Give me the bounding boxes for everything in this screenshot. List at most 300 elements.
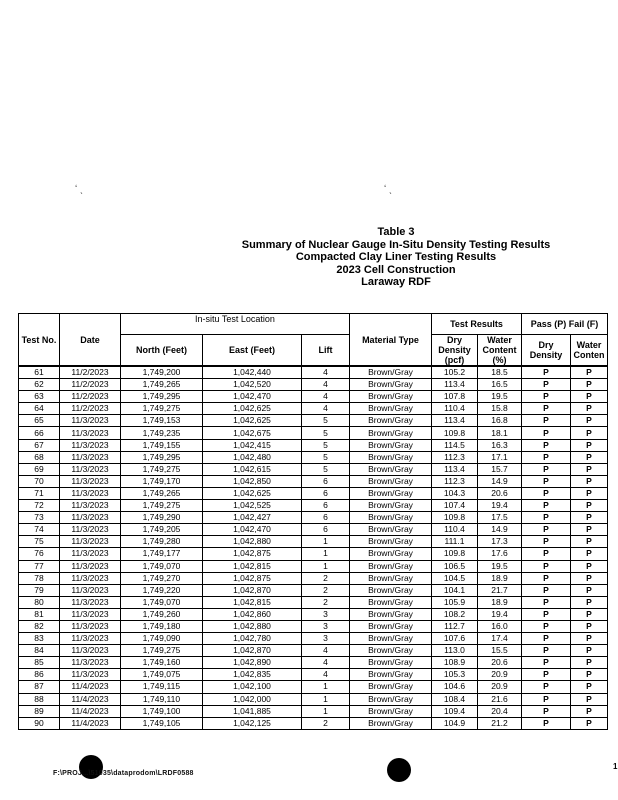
cell-east: 1,042,870 bbox=[203, 645, 302, 657]
cell-east: 1,042,415 bbox=[203, 439, 302, 451]
table-row bbox=[19, 620, 608, 632]
cell-pf-water: P bbox=[571, 584, 608, 596]
cell-east: 1,042,480 bbox=[203, 451, 302, 463]
table-row bbox=[19, 705, 608, 717]
table-row bbox=[19, 415, 608, 427]
cell-north: 1,749,070 bbox=[121, 560, 203, 572]
cell-dry-density: 109.8 bbox=[432, 548, 478, 560]
cell-dry-density: 104.5 bbox=[432, 572, 478, 584]
cell-date: 11/2/2023 bbox=[60, 403, 121, 415]
cell-test-no: 75 bbox=[19, 536, 60, 548]
cell-north: 1,749,105 bbox=[121, 717, 203, 729]
cell-north: 1,749,295 bbox=[121, 451, 203, 463]
cell-dry-density: 106.5 bbox=[432, 560, 478, 572]
cell-pf-water: P bbox=[571, 415, 608, 427]
cell-lift: 1 bbox=[302, 681, 350, 693]
header-east: East (Feet) bbox=[203, 335, 302, 367]
cell-lift: 4 bbox=[302, 366, 350, 379]
cell-north: 1,749,075 bbox=[121, 669, 203, 681]
cell-lift: 1 bbox=[302, 548, 350, 560]
cell-pf-water: P bbox=[571, 572, 608, 584]
table-row bbox=[19, 439, 608, 451]
cell-test-no: 78 bbox=[19, 572, 60, 584]
cell-dry-density: 109.4 bbox=[432, 705, 478, 717]
scan-speck: ʻ ˎ bbox=[384, 184, 393, 195]
cell-dry-density: 112.7 bbox=[432, 620, 478, 632]
cell-test-no: 86 bbox=[19, 669, 60, 681]
cell-pf-dry: P bbox=[522, 463, 571, 475]
cell-material: Brown/Gray bbox=[350, 657, 432, 669]
cell-pf-dry: P bbox=[522, 584, 571, 596]
cell-water-content: 18.5 bbox=[478, 366, 522, 379]
cell-pf-dry: P bbox=[522, 451, 571, 463]
table-row bbox=[19, 536, 608, 548]
cell-east: 1,042,525 bbox=[203, 500, 302, 512]
cell-lift: 1 bbox=[302, 705, 350, 717]
cell-pf-water: P bbox=[571, 427, 608, 439]
cell-pf-water: P bbox=[571, 717, 608, 729]
cell-lift: 5 bbox=[302, 415, 350, 427]
table-row bbox=[19, 366, 608, 379]
table-row bbox=[19, 524, 608, 536]
cell-test-no: 83 bbox=[19, 633, 60, 645]
cell-pf-water: P bbox=[571, 536, 608, 548]
header-passfail-group: Pass (P) Fail (F) bbox=[522, 314, 608, 335]
cell-test-no: 64 bbox=[19, 403, 60, 415]
cell-water-content: 18.9 bbox=[478, 572, 522, 584]
cell-date: 11/3/2023 bbox=[60, 512, 121, 524]
table-row bbox=[19, 427, 608, 439]
cell-water-content: 16.8 bbox=[478, 415, 522, 427]
cell-north: 1,749,275 bbox=[121, 645, 203, 657]
table-subtitle: Compacted Clay Liner Testing Results bbox=[295, 251, 497, 263]
cell-east: 1,042,470 bbox=[203, 391, 302, 403]
cell-east: 1,042,875 bbox=[203, 548, 302, 560]
cell-date: 11/3/2023 bbox=[60, 572, 121, 584]
cell-pf-water: P bbox=[571, 669, 608, 681]
cell-lift: 4 bbox=[302, 645, 350, 657]
table-row bbox=[19, 681, 608, 693]
cell-east: 1,042,675 bbox=[203, 427, 302, 439]
cell-date: 11/3/2023 bbox=[60, 415, 121, 427]
cell-north: 1,749,290 bbox=[121, 512, 203, 524]
cell-east: 1,042,870 bbox=[203, 584, 302, 596]
cell-test-no: 63 bbox=[19, 391, 60, 403]
cell-east: 1,042,835 bbox=[203, 669, 302, 681]
cell-pf-water: P bbox=[571, 620, 608, 632]
cell-test-no: 82 bbox=[19, 620, 60, 632]
cell-date: 11/4/2023 bbox=[60, 693, 121, 705]
cell-material: Brown/Gray bbox=[350, 584, 432, 596]
header-pf-water: Water Conten bbox=[571, 335, 608, 367]
cell-material: Brown/Gray bbox=[350, 415, 432, 427]
header-test-no: Test No. bbox=[19, 314, 60, 367]
table-row bbox=[19, 669, 608, 681]
cell-pf-water: P bbox=[571, 391, 608, 403]
cell-water-content: 15.8 bbox=[478, 403, 522, 415]
cell-water-content: 20.9 bbox=[478, 681, 522, 693]
cell-test-no: 88 bbox=[19, 693, 60, 705]
cell-east: 1,042,000 bbox=[203, 693, 302, 705]
cell-date: 11/3/2023 bbox=[60, 487, 121, 499]
table-row bbox=[19, 463, 608, 475]
cell-north: 1,749,100 bbox=[121, 705, 203, 717]
cell-pf-water: P bbox=[571, 560, 608, 572]
cell-test-no: 90 bbox=[19, 717, 60, 729]
cell-lift: 6 bbox=[302, 512, 350, 524]
cell-pf-dry: P bbox=[522, 633, 571, 645]
cell-material: Brown/Gray bbox=[350, 524, 432, 536]
cell-material: Brown/Gray bbox=[350, 475, 432, 487]
cell-lift: 3 bbox=[302, 608, 350, 620]
cell-pf-water: P bbox=[571, 608, 608, 620]
scan-speck: ʻ ˎ bbox=[75, 184, 84, 195]
cell-pf-water: P bbox=[571, 705, 608, 717]
cell-pf-dry: P bbox=[522, 536, 571, 548]
cell-date: 11/3/2023 bbox=[60, 524, 121, 536]
cell-east: 1,042,615 bbox=[203, 463, 302, 475]
cell-material: Brown/Gray bbox=[350, 487, 432, 499]
cell-date: 11/3/2023 bbox=[60, 427, 121, 439]
cell-lift: 5 bbox=[302, 439, 350, 451]
cell-date: 11/3/2023 bbox=[60, 536, 121, 548]
cell-north: 1,749,275 bbox=[121, 500, 203, 512]
table-row bbox=[19, 717, 608, 729]
cell-lift: 1 bbox=[302, 693, 350, 705]
page-mark: 1 bbox=[613, 762, 618, 771]
cell-pf-dry: P bbox=[522, 475, 571, 487]
cell-dry-density: 104.1 bbox=[432, 584, 478, 596]
cell-pf-dry: P bbox=[522, 379, 571, 391]
cell-east: 1,042,880 bbox=[203, 620, 302, 632]
cell-dry-density: 108.9 bbox=[432, 657, 478, 669]
cell-lift: 1 bbox=[302, 560, 350, 572]
cell-test-no: 72 bbox=[19, 500, 60, 512]
cell-north: 1,749,090 bbox=[121, 633, 203, 645]
table-row bbox=[19, 608, 608, 620]
cell-date: 11/3/2023 bbox=[60, 633, 121, 645]
cell-water-content: 19.4 bbox=[478, 500, 522, 512]
cell-water-content: 20.6 bbox=[478, 487, 522, 499]
cell-east: 1,042,880 bbox=[203, 536, 302, 548]
cell-date: 11/3/2023 bbox=[60, 548, 121, 560]
cell-test-no: 74 bbox=[19, 524, 60, 536]
cell-water-content: 21.6 bbox=[478, 693, 522, 705]
cell-lift: 4 bbox=[302, 657, 350, 669]
cell-date: 11/4/2023 bbox=[60, 705, 121, 717]
cell-date: 11/3/2023 bbox=[60, 463, 121, 475]
cell-water-content: 20.9 bbox=[478, 669, 522, 681]
table-subtitle: 2023 Cell Construction bbox=[336, 263, 456, 276]
cell-water-content: 14.9 bbox=[478, 524, 522, 536]
cell-material: Brown/Gray bbox=[350, 681, 432, 693]
table-row bbox=[19, 500, 608, 512]
cell-date: 11/3/2023 bbox=[60, 596, 121, 608]
cell-pf-dry: P bbox=[522, 427, 571, 439]
cell-pf-dry: P bbox=[522, 415, 571, 427]
cell-pf-water: P bbox=[571, 366, 608, 379]
cell-north: 1,749,280 bbox=[121, 536, 203, 548]
cell-test-no: 77 bbox=[19, 560, 60, 572]
header-material: Material Type bbox=[350, 314, 432, 367]
cell-water-content: 19.5 bbox=[478, 391, 522, 403]
cell-dry-density: 104.9 bbox=[432, 717, 478, 729]
cell-lift: 2 bbox=[302, 584, 350, 596]
cell-dry-density: 112.3 bbox=[432, 451, 478, 463]
cell-north: 1,749,155 bbox=[121, 439, 203, 451]
header-location-group: In-situ Test Location bbox=[121, 314, 350, 335]
cell-north: 1,749,110 bbox=[121, 693, 203, 705]
cell-pf-water: P bbox=[571, 451, 608, 463]
cell-north: 1,749,275 bbox=[121, 463, 203, 475]
table-row bbox=[19, 693, 608, 705]
cell-material: Brown/Gray bbox=[350, 391, 432, 403]
cell-material: Brown/Gray bbox=[350, 620, 432, 632]
cell-dry-density: 105.2 bbox=[432, 366, 478, 379]
cell-material: Brown/Gray bbox=[350, 608, 432, 620]
cell-north: 1,749,160 bbox=[121, 657, 203, 669]
table-row bbox=[19, 487, 608, 499]
cell-east: 1,042,125 bbox=[203, 717, 302, 729]
cell-test-no: 71 bbox=[19, 487, 60, 499]
cell-east: 1,042,625 bbox=[203, 487, 302, 499]
cell-north: 1,749,180 bbox=[121, 620, 203, 632]
table-row bbox=[19, 379, 608, 391]
cell-water-content: 15.5 bbox=[478, 645, 522, 657]
cell-north: 1,749,200 bbox=[121, 366, 203, 379]
cell-lift: 5 bbox=[302, 427, 350, 439]
table-row bbox=[19, 633, 608, 645]
cell-east: 1,042,625 bbox=[203, 403, 302, 415]
cell-pf-water: P bbox=[571, 633, 608, 645]
cell-lift: 4 bbox=[302, 379, 350, 391]
cell-pf-water: P bbox=[571, 657, 608, 669]
table-row bbox=[19, 645, 608, 657]
cell-dry-density: 104.6 bbox=[432, 681, 478, 693]
cell-date: 11/3/2023 bbox=[60, 500, 121, 512]
table-row bbox=[19, 596, 608, 608]
cell-north: 1,749,170 bbox=[121, 475, 203, 487]
cell-lift: 2 bbox=[302, 572, 350, 584]
cell-pf-water: P bbox=[571, 500, 608, 512]
table-row bbox=[19, 560, 608, 572]
cell-water-content: 16.3 bbox=[478, 439, 522, 451]
cell-date: 11/3/2023 bbox=[60, 451, 121, 463]
cell-dry-density: 113.4 bbox=[432, 463, 478, 475]
cell-water-content: 18.1 bbox=[478, 427, 522, 439]
cell-pf-dry: P bbox=[522, 608, 571, 620]
cell-lift: 6 bbox=[302, 500, 350, 512]
cell-pf-dry: P bbox=[522, 512, 571, 524]
cell-lift: 6 bbox=[302, 475, 350, 487]
cell-water-content: 20.4 bbox=[478, 705, 522, 717]
cell-test-no: 61 bbox=[19, 366, 60, 379]
cell-pf-water: P bbox=[571, 379, 608, 391]
cell-test-no: 69 bbox=[19, 463, 60, 475]
cell-north: 1,749,205 bbox=[121, 524, 203, 536]
cell-water-content: 17.5 bbox=[478, 512, 522, 524]
table-row bbox=[19, 657, 608, 669]
cell-material: Brown/Gray bbox=[350, 500, 432, 512]
header-north: North (Feet) bbox=[121, 335, 203, 367]
cell-pf-dry: P bbox=[522, 403, 571, 415]
cell-lift: 3 bbox=[302, 633, 350, 645]
cell-test-no: 87 bbox=[19, 681, 60, 693]
cell-date: 11/3/2023 bbox=[60, 669, 121, 681]
cell-material: Brown/Gray bbox=[350, 548, 432, 560]
cell-dry-density: 114.5 bbox=[432, 439, 478, 451]
cell-east: 1,042,100 bbox=[203, 681, 302, 693]
cell-material: Brown/Gray bbox=[350, 596, 432, 608]
cell-water-content: 17.3 bbox=[478, 536, 522, 548]
cell-north: 1,749,153 bbox=[121, 415, 203, 427]
header-pf-dry: Dry Density bbox=[522, 335, 571, 367]
cell-date: 11/3/2023 bbox=[60, 475, 121, 487]
cell-dry-density: 107.6 bbox=[432, 633, 478, 645]
cell-north: 1,749,115 bbox=[121, 681, 203, 693]
cell-lift: 6 bbox=[302, 487, 350, 499]
cell-water-content: 16.5 bbox=[478, 379, 522, 391]
cell-test-no: 80 bbox=[19, 596, 60, 608]
cell-date: 11/3/2023 bbox=[60, 608, 121, 620]
cell-pf-water: P bbox=[571, 439, 608, 451]
cell-date: 11/2/2023 bbox=[60, 366, 121, 379]
table-number: Table 3 bbox=[377, 226, 415, 238]
cell-material: Brown/Gray bbox=[350, 717, 432, 729]
cell-lift: 5 bbox=[302, 463, 350, 475]
cell-date: 11/3/2023 bbox=[60, 584, 121, 596]
table-row bbox=[19, 451, 608, 463]
cell-test-no: 73 bbox=[19, 512, 60, 524]
cell-dry-density: 110.4 bbox=[432, 403, 478, 415]
site-name: Laraway RDF bbox=[361, 276, 431, 288]
cell-material: Brown/Gray bbox=[350, 633, 432, 645]
cell-test-no: 70 bbox=[19, 475, 60, 487]
cell-material: Brown/Gray bbox=[350, 669, 432, 681]
table-title: Summary of Nuclear Gauge In-Situ Density Testing Results bbox=[241, 238, 551, 251]
cell-pf-water: P bbox=[571, 524, 608, 536]
cell-pf-water: P bbox=[571, 681, 608, 693]
table-row bbox=[19, 403, 608, 415]
cell-dry-density: 112.3 bbox=[432, 475, 478, 487]
header-date: Date bbox=[60, 314, 121, 367]
cell-water-content: 19.5 bbox=[478, 560, 522, 572]
cell-pf-water: P bbox=[571, 693, 608, 705]
cell-dry-density: 105.3 bbox=[432, 669, 478, 681]
cell-pf-dry: P bbox=[522, 596, 571, 608]
cell-material: Brown/Gray bbox=[350, 705, 432, 717]
cell-pf-water: P bbox=[571, 463, 608, 475]
cell-pf-water: P bbox=[571, 403, 608, 415]
table-body bbox=[19, 366, 608, 729]
cell-date: 11/2/2023 bbox=[60, 391, 121, 403]
cell-pf-dry: P bbox=[522, 560, 571, 572]
cell-date: 11/4/2023 bbox=[60, 681, 121, 693]
cell-pf-dry: P bbox=[522, 705, 571, 717]
cell-date: 11/2/2023 bbox=[60, 379, 121, 391]
cell-pf-dry: P bbox=[522, 645, 571, 657]
cell-lift: 2 bbox=[302, 717, 350, 729]
table-row bbox=[19, 512, 608, 524]
cell-material: Brown/Gray bbox=[350, 560, 432, 572]
cell-pf-dry: P bbox=[522, 439, 571, 451]
cell-date: 11/3/2023 bbox=[60, 657, 121, 669]
cell-east: 1,042,440 bbox=[203, 366, 302, 379]
punch-hole bbox=[387, 758, 411, 782]
cell-material: Brown/Gray bbox=[350, 512, 432, 524]
cell-material: Brown/Gray bbox=[350, 427, 432, 439]
cell-date: 11/3/2023 bbox=[60, 620, 121, 632]
cell-material: Brown/Gray bbox=[350, 451, 432, 463]
cell-dry-density: 109.8 bbox=[432, 512, 478, 524]
cell-north: 1,749,270 bbox=[121, 572, 203, 584]
cell-pf-water: P bbox=[571, 487, 608, 499]
cell-test-no: 89 bbox=[19, 705, 60, 717]
cell-water-content: 21.2 bbox=[478, 717, 522, 729]
cell-pf-dry: P bbox=[522, 669, 571, 681]
density-test-table bbox=[18, 313, 608, 730]
cell-pf-dry: P bbox=[522, 391, 571, 403]
cell-water-content: 19.4 bbox=[478, 608, 522, 620]
cell-pf-dry: P bbox=[522, 572, 571, 584]
table-row bbox=[19, 391, 608, 403]
table-title-block bbox=[190, 226, 602, 289]
cell-water-content: 18.9 bbox=[478, 596, 522, 608]
cell-pf-water: P bbox=[571, 475, 608, 487]
cell-material: Brown/Gray bbox=[350, 379, 432, 391]
cell-east: 1,042,860 bbox=[203, 608, 302, 620]
cell-material: Brown/Gray bbox=[350, 572, 432, 584]
cell-water-content: 17.1 bbox=[478, 451, 522, 463]
cell-water-content: 15.7 bbox=[478, 463, 522, 475]
cell-test-no: 76 bbox=[19, 548, 60, 560]
cell-dry-density: 110.4 bbox=[432, 524, 478, 536]
cell-east: 1,042,850 bbox=[203, 475, 302, 487]
cell-lift: 4 bbox=[302, 669, 350, 681]
cell-pf-water: P bbox=[571, 596, 608, 608]
cell-dry-density: 108.2 bbox=[432, 608, 478, 620]
header-results-group: Test Results bbox=[432, 314, 522, 335]
cell-pf-dry: P bbox=[522, 681, 571, 693]
cell-date: 11/3/2023 bbox=[60, 645, 121, 657]
cell-dry-density: 113.4 bbox=[432, 379, 478, 391]
cell-water-content: 17.6 bbox=[478, 548, 522, 560]
cell-pf-dry: P bbox=[522, 717, 571, 729]
cell-dry-density: 104.3 bbox=[432, 487, 478, 499]
cell-pf-dry: P bbox=[522, 548, 571, 560]
cell-east: 1,042,875 bbox=[203, 572, 302, 584]
header-dry-density: Dry Density (pcf) bbox=[432, 335, 478, 367]
cell-dry-density: 111.1 bbox=[432, 536, 478, 548]
cell-pf-dry: P bbox=[522, 524, 571, 536]
cell-material: Brown/Gray bbox=[350, 693, 432, 705]
cell-test-no: 66 bbox=[19, 427, 60, 439]
header-water-content: Water Content (%) bbox=[478, 335, 522, 367]
cell-pf-dry: P bbox=[522, 487, 571, 499]
cell-east: 1,042,890 bbox=[203, 657, 302, 669]
cell-water-content: 21.7 bbox=[478, 584, 522, 596]
cell-water-content: 16.0 bbox=[478, 620, 522, 632]
cell-water-content: 17.4 bbox=[478, 633, 522, 645]
cell-north: 1,749,260 bbox=[121, 608, 203, 620]
cell-east: 1,042,470 bbox=[203, 524, 302, 536]
cell-lift: 1 bbox=[302, 536, 350, 548]
cell-test-no: 68 bbox=[19, 451, 60, 463]
header-lift: Lift bbox=[302, 335, 350, 367]
cell-pf-water: P bbox=[571, 512, 608, 524]
cell-north: 1,749,295 bbox=[121, 391, 203, 403]
cell-east: 1,042,780 bbox=[203, 633, 302, 645]
